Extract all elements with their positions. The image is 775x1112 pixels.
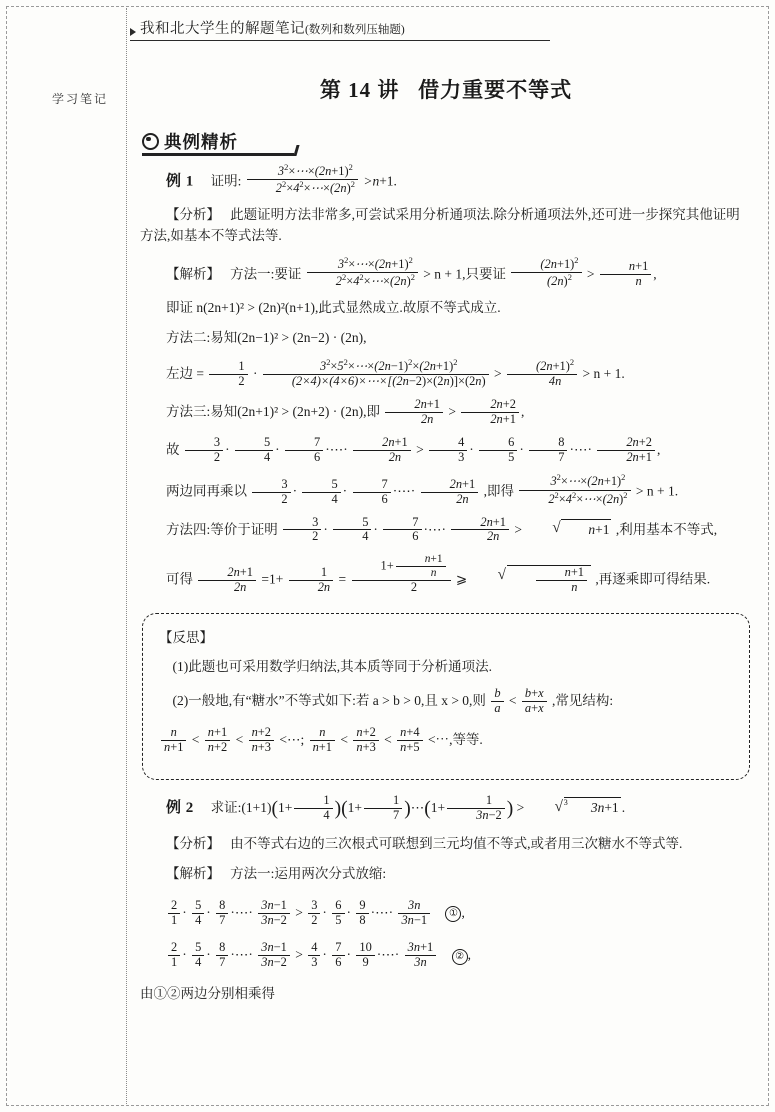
f21: $\frac{2}{1}$ bbox=[168, 899, 180, 928]
f54b: $\frac{5}{4}$ bbox=[302, 478, 340, 507]
f10-9: $\frac{10}{9}$ bbox=[356, 941, 374, 970]
method4-line2-lead: 可得 bbox=[166, 572, 193, 588]
f43b: $\frac{4}{3}$ bbox=[308, 941, 320, 970]
method3-line2: 故 $\frac{3}{2}$ · $\frac{5}{4}$ · $\frac{7}{6}$ ·⋯· $\frac{2n+1}{2n}$ > $\frac{4}{3}$ · $\frac{6}{5}$ · $\frac{8}{7}$ ·⋯· $\frac{2n+2}{2n+1}$ , bbox=[166, 434, 661, 464]
method2-line: 左边 = $\frac{1}{2}$ · $\frac{3^2\times 5^2\times\cdots\times(2n-1)^2\times(2n+1)^2}{(2\times 4)\times(4\times 6)\times\cdots\times[(2n-2)\times(2n)]\times(2n)}$ > $\frac{(2n+1)^2}{4n}$ > n + 1. bbox=[166, 356, 625, 388]
method1-fraction-b: $\frac{n+1}{n}$ bbox=[600, 260, 651, 289]
f2n1-2nb: $\frac{2n+1}{2n}$ bbox=[421, 478, 479, 507]
f32b: $\frac{3}{2}$ bbox=[252, 478, 290, 507]
chapter-title-text: 借力重要不等式 bbox=[418, 78, 573, 102]
f2n1-2nd: $\frac{2n+1}{2n}$ bbox=[198, 566, 256, 595]
f21b: $\frac{2}{1}$ bbox=[168, 941, 180, 970]
frac-n2-n3-b: $\frac{n+2}{n+3}$ bbox=[353, 726, 378, 755]
example1-label: 例 1 bbox=[166, 173, 194, 190]
method2-half: $\frac{1}{2}$ bbox=[209, 360, 247, 389]
example2-statement: 例 2 求证:(1+1)(1+ $\frac{1}{4}$ )(1+ $\frac{1}{7}$ )⋯(1+ $\frac{1}{3n-2}$ ) > √ $^3$ 3n+1 . bbox=[140, 794, 752, 825]
triangle-bullet-icon bbox=[130, 28, 136, 36]
method2-tail: > n + 1. bbox=[582, 366, 625, 382]
solution-tag: 【解析】 bbox=[166, 266, 220, 282]
reflection-item-2-pre: (2)一般地,有“糖水”不等式如下:若 a > b > 0,且 x > 0,则 bbox=[172, 693, 486, 709]
method4-line1: 方法四:等价于证明 $\frac{3}{2}$ · $\frac{5}{4}$ · $\frac{7}{6}$ ·⋯· $\frac{2n+1}{2n}$ > √ n+1 ,利用基本不等式, bbox=[140, 516, 752, 545]
radicand-fraction: √ $\frac{n+1}{n}$ bbox=[536, 566, 587, 595]
inner-fraction: $\frac{n+1}{n}$ bbox=[396, 553, 446, 580]
method2-big-fraction: $\frac{3^2\times 5^2\times\cdots\times(2n-1)^2\times(2n+1)^2}{(2\times 4)\times(4\times 6)\times\cdots\times[(2n-2)\times(2n)]\times(2n)}$ bbox=[263, 358, 489, 389]
f32c: $\frac{3}{2}$ bbox=[283, 516, 321, 545]
method1-mid: > n + 1,只要证 bbox=[423, 266, 507, 282]
analysis-text: 此题证明方法非常多,可尝试采用分析通项法.除分析通项法外,还可进一步探究其他证明方法,如基本不等式法等. bbox=[140, 207, 740, 244]
method3-line3-mid: ,即得 bbox=[483, 483, 514, 499]
f3n1-3n2: $\frac{3n-1}{3n-2}$ bbox=[258, 899, 290, 928]
f54e: $\frac{5}{4}$ bbox=[192, 941, 204, 970]
reflection-item-1-text: (1)此题也可采用数学归纳法,其本质等同于分析通项法. bbox=[172, 658, 492, 674]
frac-1-7: $\frac{1}{7}$ bbox=[364, 794, 402, 823]
f65: $\frac{6}{5}$ bbox=[479, 436, 517, 465]
reflection-item-1 bbox=[159, 656, 733, 678]
method3-line3-fraction: $\frac{3^2\times\cdots\times(2n+1)^2}{2^2\times 4^2\times\cdots\times(2n)^2}$ bbox=[519, 473, 630, 506]
header-subtitle: (数列和数列压轴题) bbox=[305, 24, 405, 36]
f3n1-3n: $\frac{3n+1}{3n}$ bbox=[405, 941, 437, 970]
section-underline bbox=[142, 153, 294, 156]
frac-n-n1: $\frac{n}{n+1}$ bbox=[161, 726, 186, 755]
nested-fraction: 1+ $\frac{n+1}{n}$ 2 bbox=[352, 553, 451, 594]
example1-statement bbox=[140, 163, 752, 196]
example2-solution-tag: 【解析】 bbox=[166, 865, 220, 881]
f2n1-2nc: $\frac{2n+1}{2n}$ bbox=[451, 516, 509, 545]
example2-solution-label: 方法一:运用两次分式放缩: bbox=[230, 865, 387, 881]
example2-analysis-tag: 【分析】 bbox=[166, 835, 220, 851]
method3-label-line: 方法三:易知(2n+1)² > (2n+2) · (2n),即 $\frac{2n+1}{2n}$ > $\frac{2n+2}{2n+1}$ , bbox=[166, 396, 525, 426]
method4-line2-tail: ,再逐乘即可得结果. bbox=[595, 572, 711, 588]
f87c: $\frac{8}{7}$ bbox=[216, 941, 228, 970]
method1-label: 方法一:要证 bbox=[230, 266, 302, 282]
f76: $\frac{7}{6}$ bbox=[285, 436, 323, 465]
reflection-tag: 【反思】 bbox=[159, 629, 213, 645]
example2-line-1: $\frac{2}{1}$ · $\frac{5}{4}$ · $\frac{8}{7}$ ·⋯· $\frac{3n-1}{3n-2}$ > $\frac{3}{2}$ · $\frac{6}{5}$ · $\frac{9}{8}$ ·⋯· $\frac{3n}{3n-1}$ ① , bbox=[166, 899, 752, 928]
example2-pre: (1+1) bbox=[241, 800, 272, 816]
f32e: $\frac{3}{2}$ bbox=[308, 899, 320, 928]
method3-label: 方法三:易知(2n+1)² > (2n+2) · (2n),即 bbox=[166, 403, 380, 419]
page-title bbox=[140, 74, 752, 104]
equation-1-tail: , bbox=[461, 904, 465, 920]
equation-mark-1: ① bbox=[445, 906, 461, 922]
f3n1-3n2b: $\frac{3n-1}{3n-2}$ bbox=[258, 941, 290, 970]
method4-line2: 可得 $\frac{2n+1}{2n}$ =1+ $\frac{1}{2n}$ = 1+ $\frac{n+1}{n}$ 2 ⩾ √ $\frac{n+1}{n}$ ,再逐乘即可得结果. bbox=[140, 553, 752, 594]
method2-result-fraction: $\frac{(2n+1)^2}{4n}$ bbox=[507, 358, 577, 389]
frac-1-4: $\frac{1}{4}$ bbox=[294, 794, 332, 823]
section-label: 典例精析 bbox=[164, 131, 238, 152]
method3-line3: 两边同再乘以 $\frac{3}{2}$ · $\frac{5}{4}$ · $\frac{7}{6}$ ·⋯· $\frac{2n+1}{2n}$ ,即得 $\frac{3^2\times\cdots\times(2n+1)^2}{2^2\times 4^2\times\cdots\times(2n)^2}$ > n + 1. bbox=[166, 472, 679, 506]
f2n1-2n: $\frac{2n+1}{2n}$ bbox=[353, 436, 411, 465]
chapter-number: 第 14 讲 bbox=[319, 78, 400, 102]
margin-rule bbox=[126, 8, 127, 1104]
example2-analysis bbox=[140, 834, 752, 855]
reflection-item-2: (2)一般地,有“糖水”不等式如下:若 a > b > 0,且 x > 0,则 $\frac{b}{a}$ < $\frac{b+x}{a+x}$ ,常见结构: bbox=[172, 686, 614, 716]
method1-fraction-a: $\frac{(2n+1)^2}{(2n)^2}$ bbox=[511, 256, 581, 289]
method3-fraction-b: $\frac{2n+2}{2n+1}$ bbox=[461, 398, 519, 427]
example2-statement-tail: . bbox=[621, 800, 626, 816]
f87b: $\frac{8}{7}$ bbox=[216, 899, 228, 928]
example1-rhs: >n+1. bbox=[363, 173, 397, 189]
f54: $\frac{5}{4}$ bbox=[235, 436, 273, 465]
reflection-item-3: $\frac{n}{n+1}$ < $\frac{n+1}{n+2}$ < $\frac{n+2}{n+3}$ <⋯; $\frac{n}{n+1}$ < $\frac{n+2}{n+3}$ < $\frac{n+4}{n+5}$ <⋯,等等. bbox=[159, 726, 733, 755]
example2-analysis-text: 由不等式右边的三次根式可联想到三元均值不等式,或者用三次糖水不等式等. bbox=[230, 835, 683, 851]
section-heading bbox=[142, 128, 752, 154]
f3n-3n1: $\frac{3n}{3n-1}$ bbox=[398, 899, 430, 928]
f54c: $\frac{5}{4}$ bbox=[333, 516, 371, 545]
analysis-tag: 【分析】 bbox=[166, 207, 220, 223]
margin-note-label: 学习笔记 bbox=[52, 92, 109, 106]
method1-fraction-left: $\frac{3^2\times\cdots\times(2n+1)^2}{2^2\times 4^2\times\cdots\times(2n)^2}$ bbox=[307, 256, 418, 289]
example2-closing: 由①②两边分别相乘得 bbox=[140, 986, 275, 1002]
frac-1-3n2: $\frac{1}{3n-2}$ bbox=[447, 794, 505, 823]
sqrt-n-plus-1: √ n+1 bbox=[526, 519, 611, 541]
example2-line-2: $\frac{2}{1}$ · $\frac{5}{4}$ · $\frac{8}{7}$ ·⋯· $\frac{3n-1}{3n-2}$ > $\frac{4}{3}$ · $\frac{7}{6}$ · $\frac{10}{9}$ ·⋯· $\frac{3n+1}{3n}$ ② , bbox=[166, 941, 752, 970]
method3-line2-lead: 故 bbox=[166, 441, 180, 457]
f43: $\frac{4}{3}$ bbox=[429, 436, 467, 465]
example1-solution-head: 【解析】 方法一:要证 $\frac{3^2\times\cdots\times(2n+1)^2}{2^2\times 4^2\times\cdots\times(2n)^2}$ > n + 1,只要证 $\frac{(2n+1)^2}{(2n)^2}$ > $\frac{n+1}{n}$ , bbox=[166, 254, 657, 289]
f65b: $\frac{6}{5}$ bbox=[332, 899, 344, 928]
method3-fraction-a: $\frac{2n+1}{2n}$ bbox=[385, 398, 443, 427]
frac-n4-n5: $\frac{n+4}{n+5}$ bbox=[397, 726, 422, 755]
method3-tail: , bbox=[520, 403, 525, 419]
f2n2-2n1: $\frac{2n+2}{2n+1}$ bbox=[597, 436, 655, 465]
example1-analysis bbox=[140, 205, 752, 247]
example2-solution-head bbox=[140, 864, 752, 885]
reflection-box bbox=[142, 613, 750, 780]
method4-mid: ,利用基本不等式, bbox=[615, 521, 718, 537]
f98: $\frac{9}{8}$ bbox=[356, 899, 368, 928]
ratio-bx-over-ax: $\frac{b+x}{a+x}$ bbox=[522, 687, 547, 716]
equation-mark-2: ② bbox=[452, 949, 468, 965]
frac-n2-n3: $\frac{n+2}{n+3}$ bbox=[249, 726, 274, 755]
equation-2-tail: , bbox=[467, 947, 472, 963]
method3-line3-tail: > n + 1. bbox=[635, 483, 679, 499]
method4-label: 方法四:等价于证明 bbox=[166, 521, 278, 537]
method2-lead: 左边 = bbox=[166, 366, 204, 382]
method3-line3-lead: 两边同再乘以 bbox=[166, 483, 247, 499]
example2-label: 例 2 bbox=[166, 800, 194, 817]
header-title: 我和北大学生的解题笔记 bbox=[140, 21, 305, 37]
main-column bbox=[140, 60, 752, 1014]
example1-fraction: $\frac{3^2\times\cdots\times(2n+1)^2}{2^2\times 4^2\times\cdots\times(2n)^2}$ bbox=[247, 163, 358, 196]
method2-label: 方法二:易知(2n−1)² > (2n−2) · (2n), bbox=[166, 329, 367, 345]
method1-tail: , bbox=[653, 266, 657, 282]
bullet-circle-icon bbox=[142, 133, 159, 150]
running-header bbox=[130, 14, 550, 41]
frac-n-n1-b: $\frac{n}{n+1}$ bbox=[310, 726, 335, 755]
example2-prompt: 求证: bbox=[210, 800, 242, 816]
f76d: $\frac{7}{6}$ bbox=[332, 941, 344, 970]
f54d: $\frac{5}{4}$ bbox=[192, 899, 204, 928]
f76b: $\frac{7}{6}$ bbox=[353, 478, 391, 507]
sqrt-n1-over-n bbox=[472, 565, 591, 595]
f32: $\frac{3}{2}$ bbox=[185, 436, 223, 465]
f87: $\frac{8}{7}$ bbox=[529, 436, 567, 465]
reflection-item-3-tail: ,等等. bbox=[449, 732, 483, 748]
f76c: $\frac{7}{6}$ bbox=[383, 516, 421, 545]
example1-prompt: 证明: bbox=[210, 173, 242, 189]
frac-n1-n2: $\frac{n+1}{n+2}$ bbox=[205, 726, 230, 755]
cube-root-3n-plus-1: √ $^3$ 3n+1 bbox=[529, 797, 621, 819]
reflection-item-2-post: ,常见结构: bbox=[551, 693, 614, 709]
f1-2n: $\frac{1}{2n}$ bbox=[289, 566, 333, 595]
ratio-b-over-a: $\frac{b}{a}$ bbox=[491, 687, 503, 716]
method1-line2: 即证 n(2n+1)² > (2n)²(n+1),此式显然成立.故原不等式成立. bbox=[166, 300, 501, 316]
